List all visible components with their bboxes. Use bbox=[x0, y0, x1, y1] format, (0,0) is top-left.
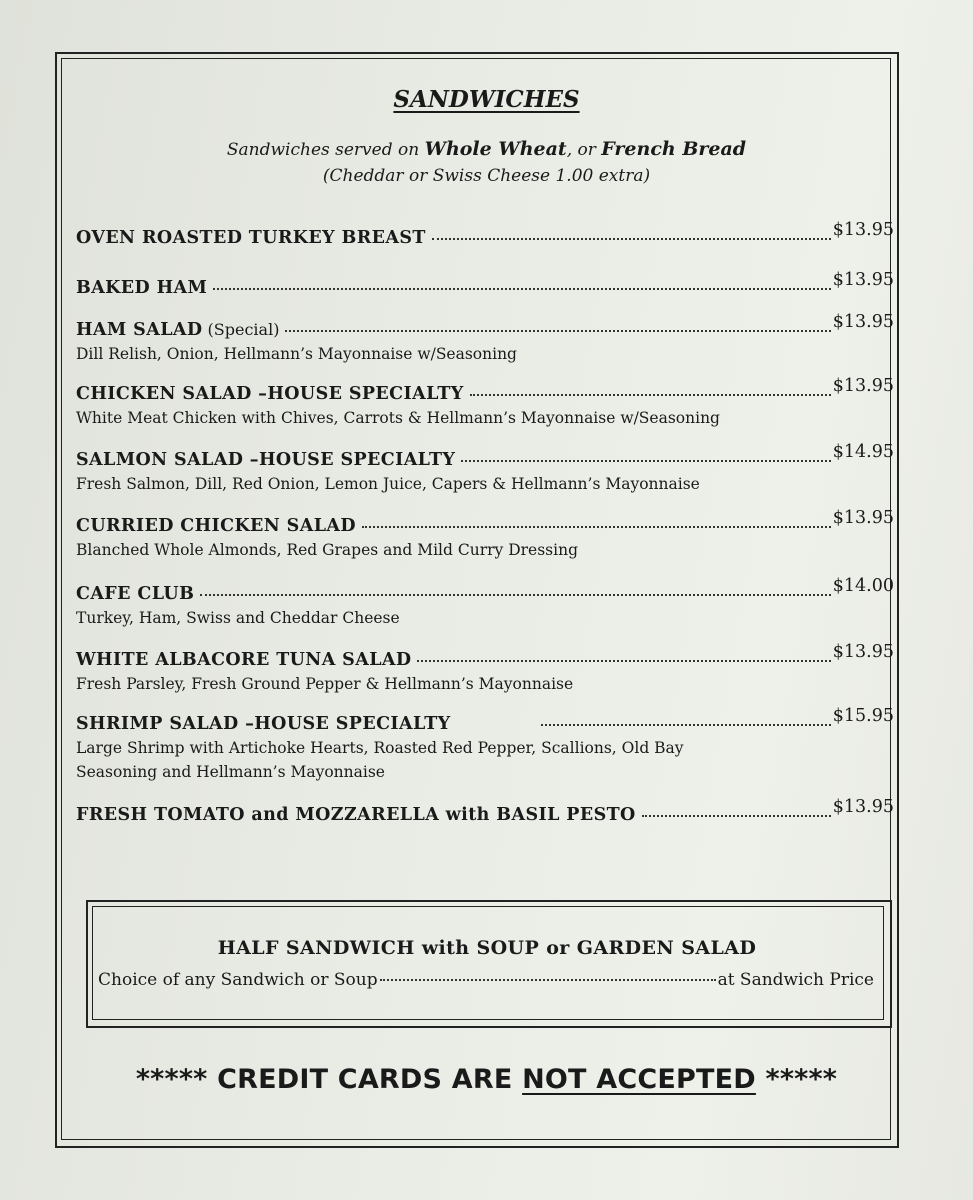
item-price: $13.95 bbox=[832, 642, 894, 662]
item-description: Blanched Whole Almonds, Red Grapes and Mild Curry Dressing bbox=[76, 541, 578, 559]
dot-leader bbox=[380, 977, 716, 981]
dot-leader bbox=[642, 813, 831, 817]
item-description: Fresh Parsley, Fresh Ground Pepper & Hellmann’s Mayonnaise bbox=[76, 675, 574, 693]
item-description: Large Shrimp with Artichoke Hearts, Roasted Red Pepper, Scallions, Old Bay Seasoning and Hellmann’s Mayonnaise bbox=[76, 739, 684, 781]
item-price: $13.95 bbox=[832, 270, 894, 290]
item-price: $13.95 bbox=[832, 376, 894, 396]
item-name: CAFE CLUB bbox=[76, 584, 195, 604]
menu-item bbox=[76, 312, 894, 366]
dot-leader bbox=[541, 722, 831, 726]
menu-item bbox=[76, 508, 894, 562]
item-name: BAKED HAM bbox=[76, 278, 208, 298]
item-note: (Special) bbox=[202, 320, 280, 339]
dot-leader bbox=[470, 392, 831, 396]
item-description: White Meat Chicken with Chives, Carrots & Hellmann’s Mayonnaise w/Seasoning bbox=[76, 409, 720, 427]
combo-title: HALF SANDWICH with SOUP or GARDEN SALAD bbox=[217, 937, 757, 959]
item-price: $14.00 bbox=[832, 576, 894, 596]
cheese-note: (Cheddar or Swiss Cheese 1.00 extra) bbox=[322, 166, 651, 186]
item-description: Dill Relish, Onion, Hellmann’s Mayonnaise w/Seasoning bbox=[76, 345, 517, 363]
item-price: $14.95 bbox=[832, 442, 894, 462]
item-price: $13.95 bbox=[832, 312, 894, 332]
item-name: OVEN ROASTED TURKEY BREAST bbox=[76, 228, 426, 248]
item-price: $13.95 bbox=[832, 508, 894, 528]
item-name: CURRIED CHICKEN SALAD bbox=[76, 516, 356, 536]
dot-leader bbox=[285, 328, 830, 332]
dot-leader bbox=[417, 658, 830, 662]
item-name: CHICKEN SALAD –HOUSE SPECIALTY bbox=[76, 384, 464, 404]
dot-leader bbox=[213, 286, 830, 290]
dot-leader bbox=[461, 458, 830, 462]
menu-item bbox=[76, 576, 894, 630]
menu-item bbox=[76, 642, 894, 696]
menu-item bbox=[76, 706, 894, 784]
item-description: Fresh Salmon, Dill, Red Onion, Lemon Juice, Capers & Hellmann’s Mayonnaise bbox=[76, 475, 700, 493]
menu-title: SANDWICHES bbox=[393, 86, 580, 113]
menu-item bbox=[76, 376, 894, 430]
menu-item bbox=[76, 270, 894, 298]
combo-price: at Sandwich Price bbox=[717, 970, 874, 990]
combo-line bbox=[98, 970, 874, 990]
item-price: $15.95 bbox=[832, 706, 894, 726]
item-price: $13.95 bbox=[832, 220, 894, 240]
combo-choice: Choice of any Sandwich or Soup bbox=[98, 970, 378, 990]
item-name: SALMON SALAD –HOUSE SPECIALTY bbox=[76, 450, 456, 470]
dot-leader bbox=[362, 524, 831, 528]
not-accepted-emphasis: NOT ACCEPTED bbox=[522, 1064, 756, 1095]
bread-note: Sandwiches served on Whole Wheat, or French Bread bbox=[226, 138, 747, 160]
dot-leader bbox=[200, 592, 830, 596]
combo-box-inner-border bbox=[92, 906, 884, 1020]
item-name: HAM SALAD bbox=[76, 320, 203, 340]
menu-item bbox=[76, 220, 894, 248]
item-name: WHITE ALBACORE TUNA SALAD bbox=[76, 650, 412, 670]
item-price: $13.95 bbox=[832, 797, 894, 817]
menu-item bbox=[76, 442, 894, 496]
item-name: SHRIMP SALAD –HOUSE SPECIALTY bbox=[76, 714, 451, 734]
menu-item bbox=[76, 797, 894, 825]
item-description: Turkey, Ham, Swiss and Cheddar Cheese bbox=[76, 609, 400, 627]
credit-card-notice: ***** CREDIT CARDS ARE NOT ACCEPTED ***** bbox=[135, 1064, 838, 1095]
dot-leader bbox=[432, 236, 831, 240]
item-name: FRESH TOMATO and MOZZARELLA with BASIL PESTO bbox=[76, 805, 636, 825]
